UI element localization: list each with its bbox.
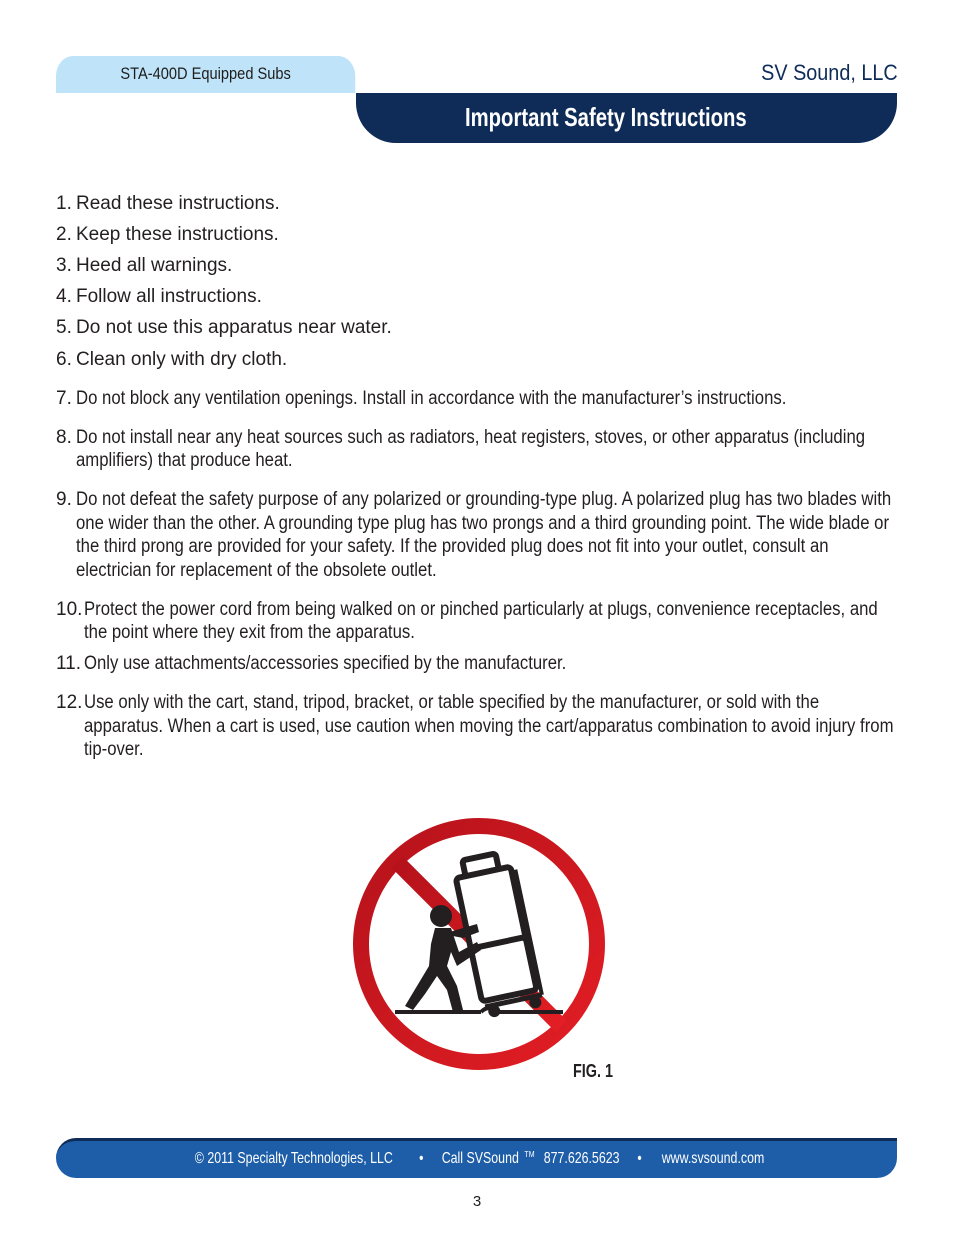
list-item xyxy=(56,285,896,309)
item-number: 11. xyxy=(56,653,82,674)
item-number: 9. xyxy=(56,489,72,510)
list-item xyxy=(56,348,896,372)
item-number: 4. xyxy=(56,286,72,307)
item-number: 10. xyxy=(56,598,83,620)
item-text: Keep these instructions. xyxy=(76,224,279,245)
item-text: Clean only with dry cloth. xyxy=(76,348,288,370)
list-item xyxy=(56,652,896,676)
page-title: Important Safety Instructions xyxy=(465,102,747,132)
footer-phone: 877.626.5623 xyxy=(543,1150,620,1168)
item-number: 8. xyxy=(56,426,72,448)
model-tab xyxy=(56,56,355,93)
footer-bar xyxy=(56,1138,897,1178)
title-bar xyxy=(356,93,897,143)
item-number: 12. xyxy=(56,692,83,713)
item-number: 2. xyxy=(56,224,72,245)
item-text: Read these instructions. xyxy=(76,193,280,214)
footer-phone-prefix: Call SVSound xyxy=(442,1150,520,1168)
list-item xyxy=(56,387,896,411)
footer-website-link[interactable]: www.svsound.com xyxy=(662,1150,765,1168)
footer-separator: • xyxy=(419,1150,424,1168)
item-text: Heed all warnings. xyxy=(76,255,233,276)
list-item xyxy=(56,316,896,340)
list-item xyxy=(56,691,896,762)
instruction-list xyxy=(56,192,896,762)
item-text: Do not install near any heat sources such as radiators, heat registers, stoves, or other apparatus (including amplifiers) that produce heat. xyxy=(76,426,866,471)
item-number: 1. xyxy=(56,193,72,214)
item-text: Only use attachments/accessories specified by the manufacturer. xyxy=(84,653,567,674)
item-text: Do not defeat the safety purpose of any polarized or grounding-type plug. A polarized plug has two blades with one wider than the other. A grounding type plug has two prongs and a third grounding point. The wide blade or the third prong are provided for your safety. If the provided plug does not fit into your outlet, consult an electrician for replacement of the obsolete outlet. xyxy=(76,489,892,581)
trademark-mark: TM xyxy=(524,1150,535,1159)
list-item xyxy=(56,598,896,645)
item-text: Protect the power cord from being walked on or pinched particularly at plugs, convenience receptacles, and the point where they exit from the apparatus. xyxy=(84,598,878,643)
item-text: Do not use this apparatus near water. xyxy=(76,317,392,338)
item-text: Use only with the cart, stand, tripod, bracket, or table specified by the manufacturer, or sold with the apparatus. When a cart is used, use caution when moving the cart/apparatus combination to avoid injury from tip-over. xyxy=(84,692,894,760)
item-number: 5. xyxy=(56,317,72,338)
cart-tip-over-warning-icon xyxy=(351,816,607,1072)
list-item xyxy=(56,192,896,216)
page-number: 3 xyxy=(472,1193,482,1210)
model-tab-label: STA-400D Equipped Subs xyxy=(120,64,291,83)
item-number: 6. xyxy=(56,348,72,370)
list-item xyxy=(56,426,896,473)
item-text: Follow all instructions. xyxy=(76,286,262,307)
item-number: 7. xyxy=(56,387,72,409)
list-item xyxy=(56,223,896,247)
list-item xyxy=(56,488,896,582)
list-item xyxy=(56,254,896,278)
item-text: Do not block any ventilation openings. Install in accordance with the manufacturer’s instructions. xyxy=(76,387,787,409)
item-number: 3. xyxy=(56,255,72,276)
footer-separator: • xyxy=(637,1150,643,1168)
company-name: SV Sound, LLC xyxy=(761,60,898,85)
footer-text xyxy=(56,1150,897,1168)
footer-copyright: © 2011 Specialty Technologies, LLC xyxy=(194,1150,393,1168)
figure-caption: FIG. 1 xyxy=(573,1061,614,1081)
